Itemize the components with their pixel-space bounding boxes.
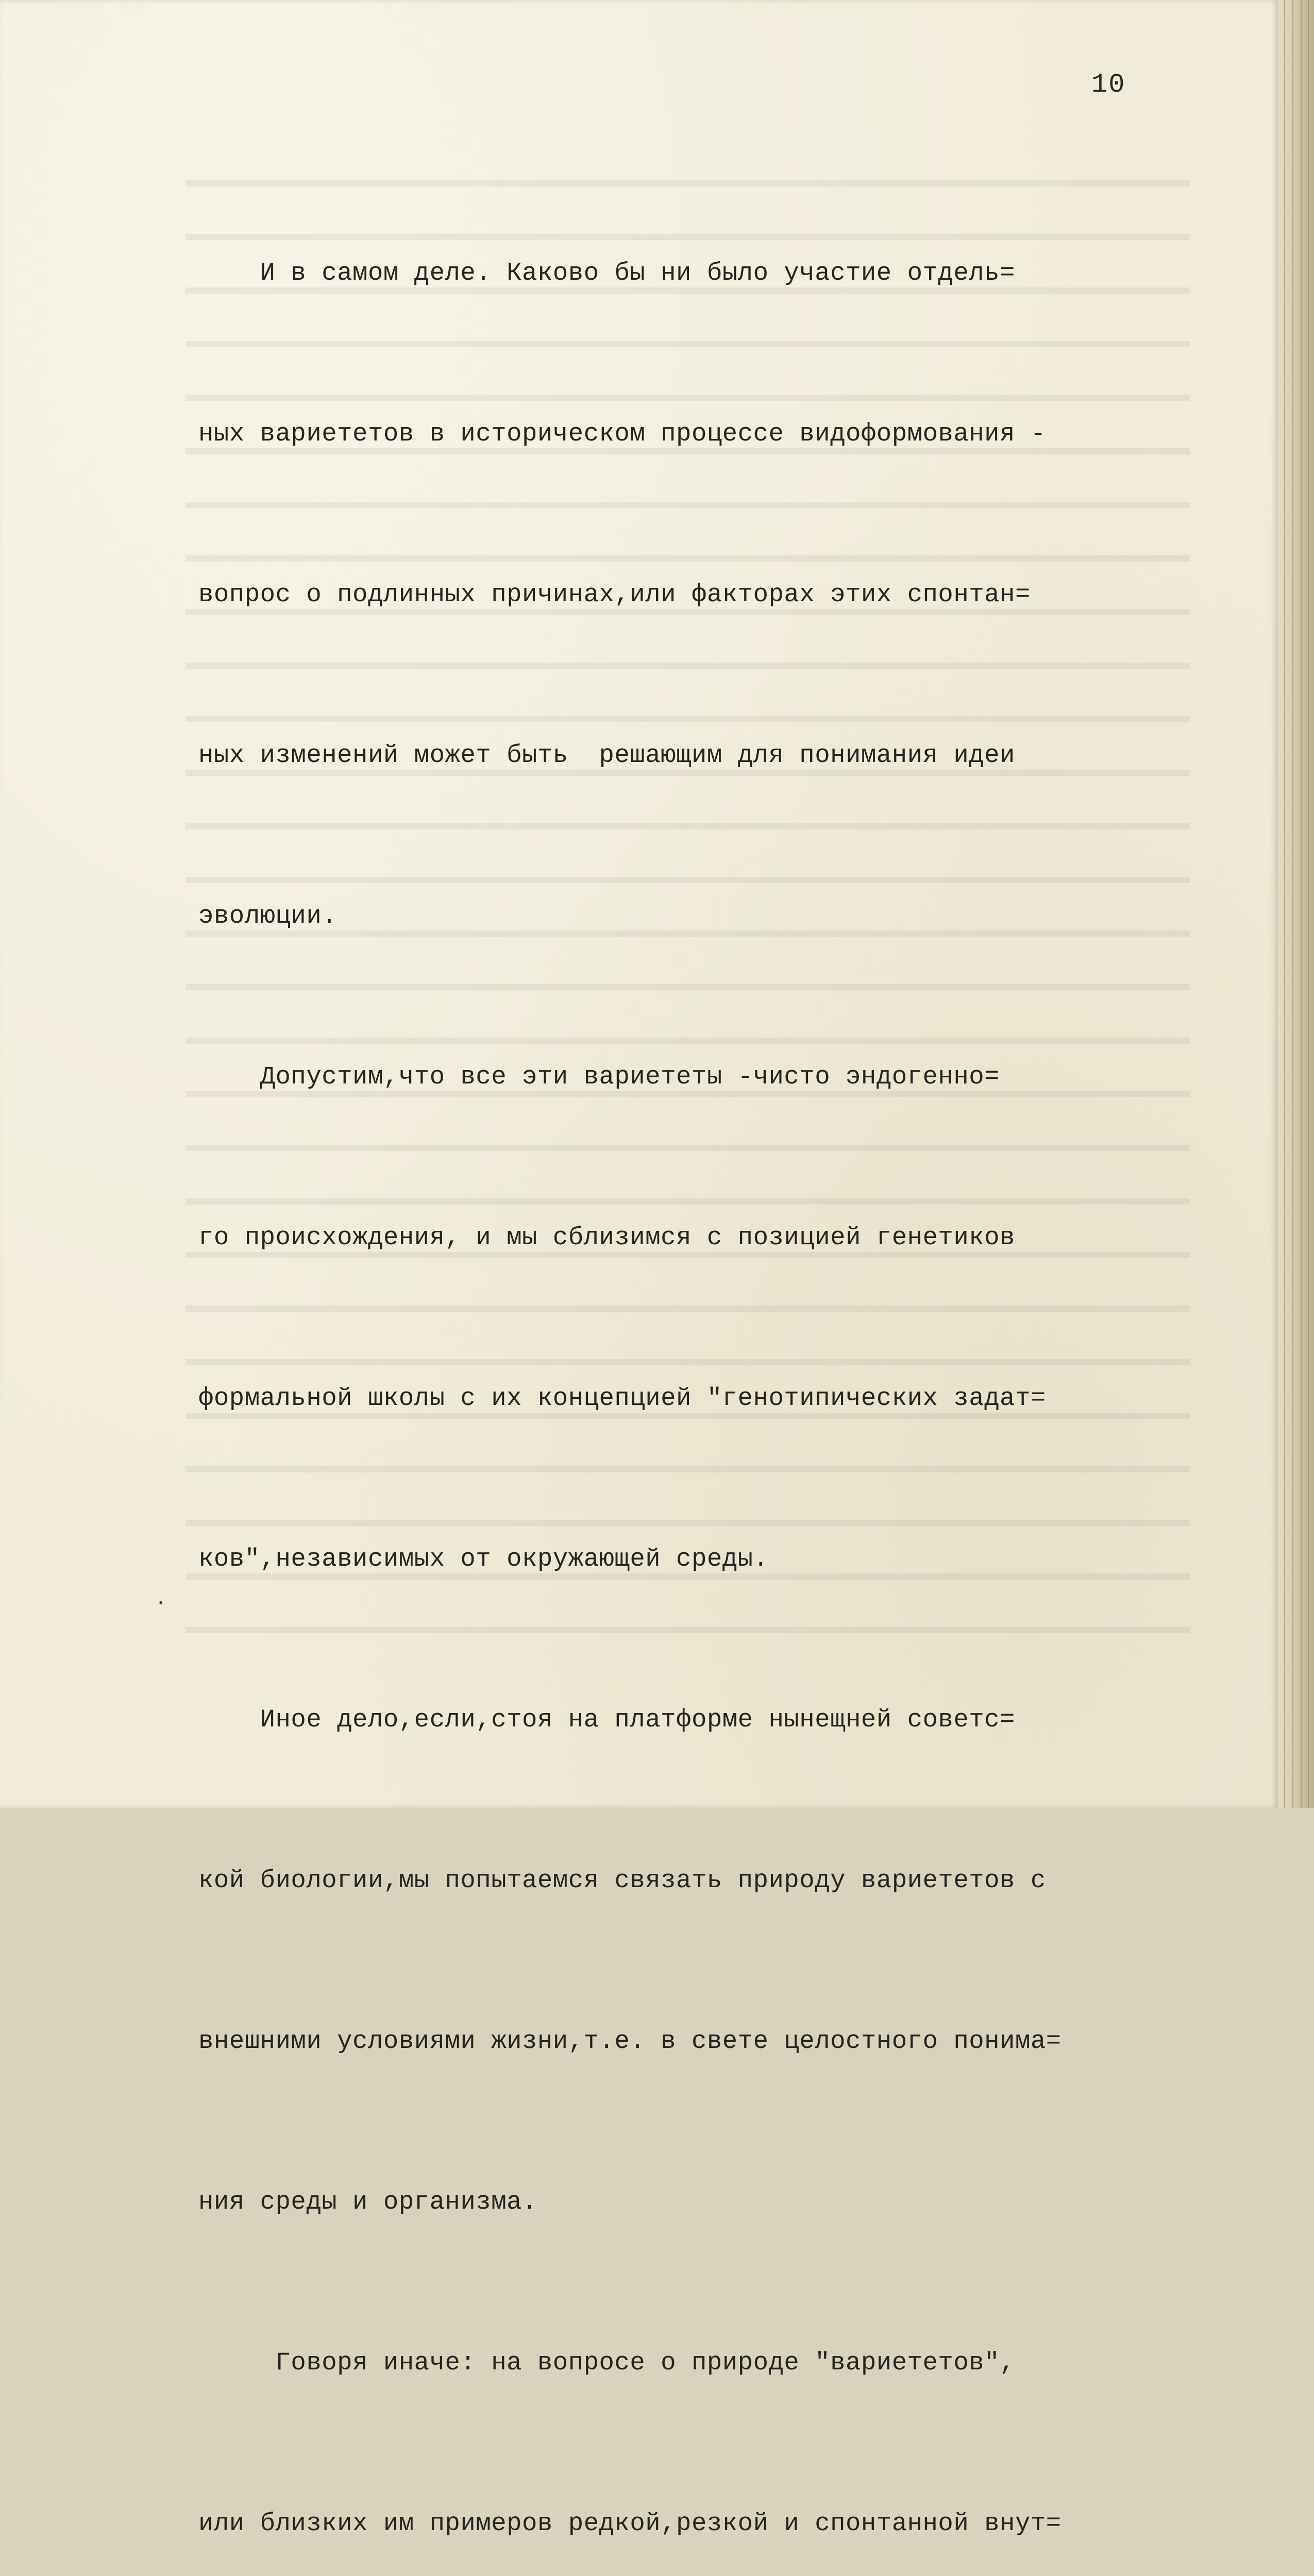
text-line: ков",независимых от окружающей среды. — [198, 1545, 769, 1573]
typewritten-text — [198, 139, 1193, 2576]
text-line: Говоря иначе: на вопросе о природе "вариететов", — [198, 2348, 1015, 2377]
text-line: эволюции. — [198, 902, 338, 930]
text-line: го происхождения, и мы сблизимся с позицией генетиков — [198, 1223, 1015, 1252]
text-line: Иное дело,если,стоя на платформе нынещней советс= — [198, 1705, 1015, 1734]
page-edge-line — [1292, 0, 1293, 1808]
page-edge-line — [1308, 0, 1309, 1808]
text-line: кой биологии,мы попытаемся связать природу вариететов с — [198, 1866, 1046, 1895]
page-edge-line — [1284, 0, 1285, 1808]
text-line: ных изменений может быть решающим для понимания идеи — [198, 741, 1015, 770]
text-line: формальной школы с их концепцией "генотипических задат= — [198, 1384, 1046, 1413]
page-number: 10 — [1091, 70, 1126, 100]
text-line: вопрос о подлинных причинах,или факторах этих спонтан= — [198, 580, 1031, 609]
text-line: ния среды и организма. — [198, 2188, 537, 2216]
stacked-page-edges — [1278, 0, 1314, 1808]
text-line: или близких им примеров редкой,резкой и спонтанной внут= — [198, 2509, 1062, 2538]
text-line: ных вариететов в историческом процессе видоформования - — [198, 419, 1046, 448]
text-line: И в самом деле. Каково бы ни было участие отдель= — [198, 259, 1015, 287]
margin-dot-mark: · — [155, 1592, 167, 1615]
text-line: Допустим,что все эти вариететы -чисто эндогенно= — [198, 1062, 1000, 1091]
text-line: внешними условиями жизни,т.е. в свете целостного понима= — [198, 2027, 1062, 2056]
page-edge-line — [1301, 0, 1302, 1808]
